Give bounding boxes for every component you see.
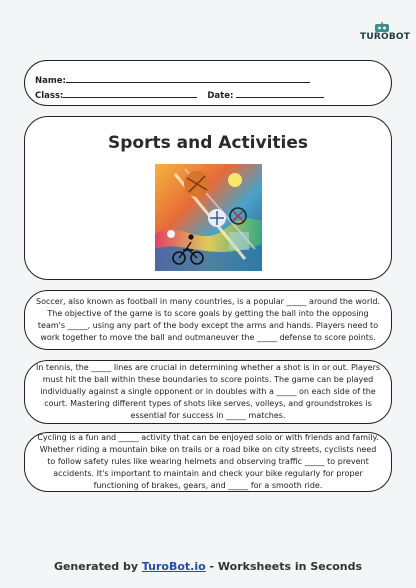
sports-illustration xyxy=(155,164,262,271)
class-field[interactable] xyxy=(63,88,197,98)
name-row xyxy=(35,73,310,86)
class-date-row xyxy=(35,88,324,101)
date-label: Date: xyxy=(207,91,234,101)
robot-icon xyxy=(372,22,392,32)
name-field[interactable] xyxy=(66,73,310,83)
name-label: Name: xyxy=(35,76,66,86)
class-label: Class: xyxy=(35,91,64,101)
passage-text: Cycling is a fun and _____ activity that can be enjoyed solo or with friends and family. Whether riding a mountain bike on trails or a road bike on city streets, cyclists need to follow safety rules like wearing helmets and observing traffic _____ to prevent accidents. It's important to maintain and check your bike regularly for proper functioning of brakes, gears, and _____ for a smooth ride. xyxy=(37,433,379,490)
student-info-box xyxy=(24,60,392,106)
footer-suffix: - Worksheets in Seconds xyxy=(205,560,363,573)
turobot-logo xyxy=(360,22,411,48)
title-card xyxy=(24,116,392,280)
footer-prefix: Generated by xyxy=(53,560,142,573)
footer xyxy=(0,560,416,573)
passage-tennis xyxy=(24,360,392,424)
passage-cycling xyxy=(24,432,392,492)
worksheet-title: Sports and Activities xyxy=(108,133,308,153)
passage-text: In tennis, the _____ lines are crucial in determining whether a shot is in or out. Players must hit the ball within these boundaries to score points. The game can be played individually against a single opponent or in doubles with a _____ on each side of the court. Mastering different types of shots like serves, volleys, and groundstrokes is essential for success in _____ matches. xyxy=(35,363,381,420)
turobot-link[interactable]: TuroBot.io xyxy=(141,560,206,573)
passage-text: Soccer, also known as football in many countries, is a popular _____ around the world. The objective of the game is to score goals by getting the ball into the opposing team's _____, using any part of the body except the arms and hands. Players need to work together to move the ball and outmaneuver the _____ defense to score points. xyxy=(36,297,380,342)
passage-soccer xyxy=(24,290,392,350)
date-field[interactable] xyxy=(236,88,324,98)
logo-text: TUROBOT xyxy=(360,32,411,42)
